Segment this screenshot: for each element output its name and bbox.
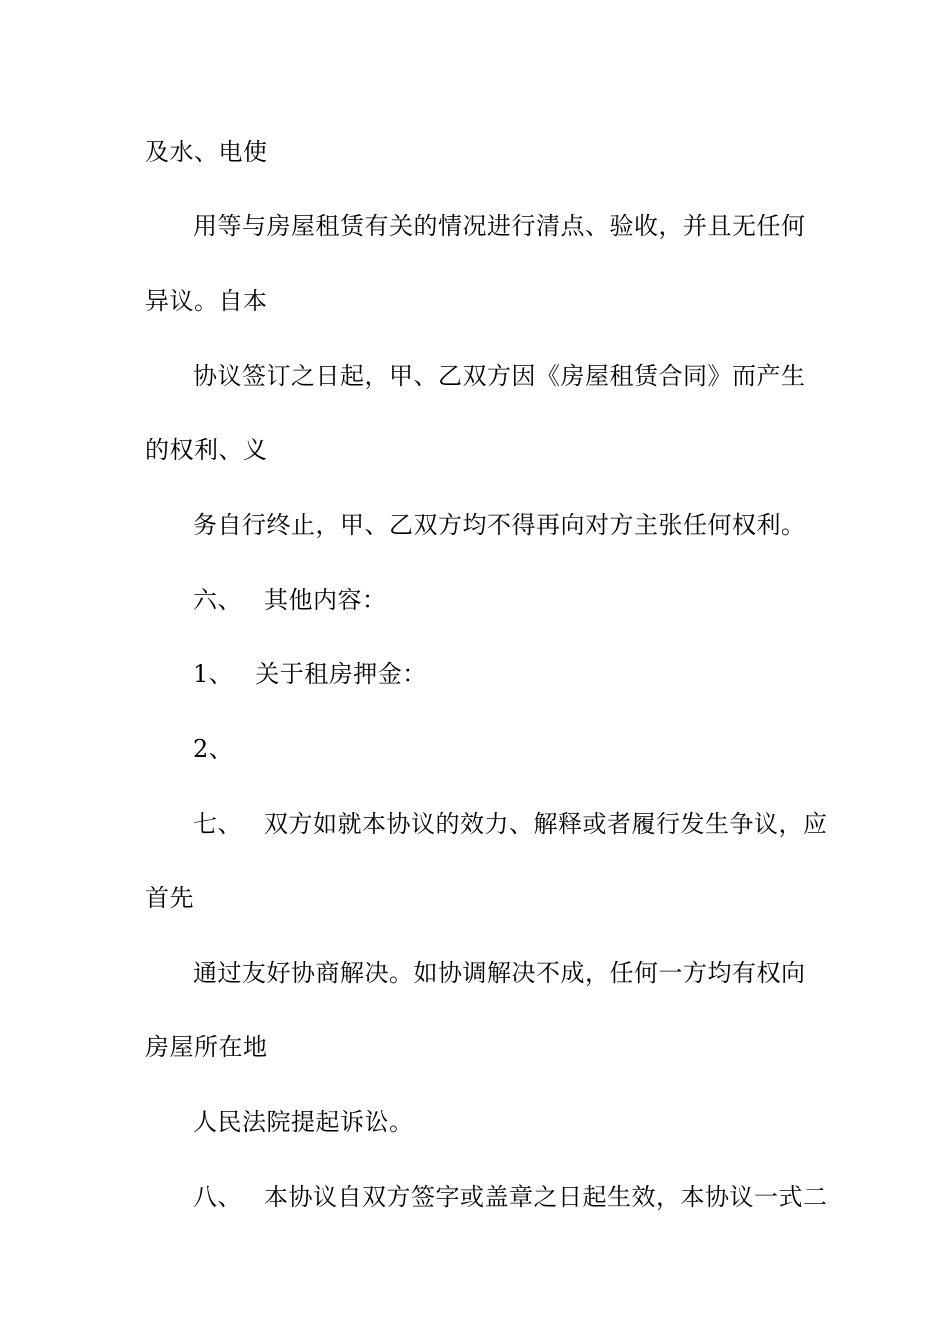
- section-heading-7: [193, 809, 828, 839]
- text-line: 及水、电使: [145, 138, 268, 166]
- text-line: 用等与房屋租赁有关的情况进行清点、验收，并且无任何: [193, 212, 806, 240]
- text-line: 异议。自本: [145, 287, 268, 315]
- section-text: 双方如就本协议的效力、解释或者履行发生争议，应: [264, 810, 828, 838]
- text-line: 首先: [145, 884, 194, 912]
- section-number: 七、: [193, 810, 242, 838]
- section-number: 六、: [193, 586, 242, 614]
- text-line: 房屋所在地: [145, 1033, 268, 1061]
- section-heading-8: [193, 1182, 828, 1212]
- section-text: 本协议自双方签字或盖章之日起生效，本协议一式二: [264, 1183, 828, 1211]
- text-line: 协议签订之日起，甲、乙双方因《房屋租赁合同》而产生: [193, 362, 806, 390]
- text-line: 务自行终止，甲、乙双方均不得再向对方主张任何权利。: [193, 511, 806, 539]
- text-line: 人民法院提起诉讼。: [193, 1108, 414, 1136]
- list-item-2: [193, 734, 255, 764]
- item-number: 1、: [193, 660, 234, 688]
- text-line: 的权利、义: [145, 436, 268, 464]
- section-heading-6: [193, 585, 387, 615]
- list-item-1: [193, 659, 427, 689]
- text-line: 通过友好协商解决。如协调解决不成，任何一方均有权向: [193, 959, 806, 987]
- section-number: 八、: [193, 1183, 242, 1211]
- item-text: 关于租房押金：: [255, 660, 427, 688]
- item-number: 2、: [193, 735, 234, 763]
- section-text: 其他内容：: [264, 586, 387, 614]
